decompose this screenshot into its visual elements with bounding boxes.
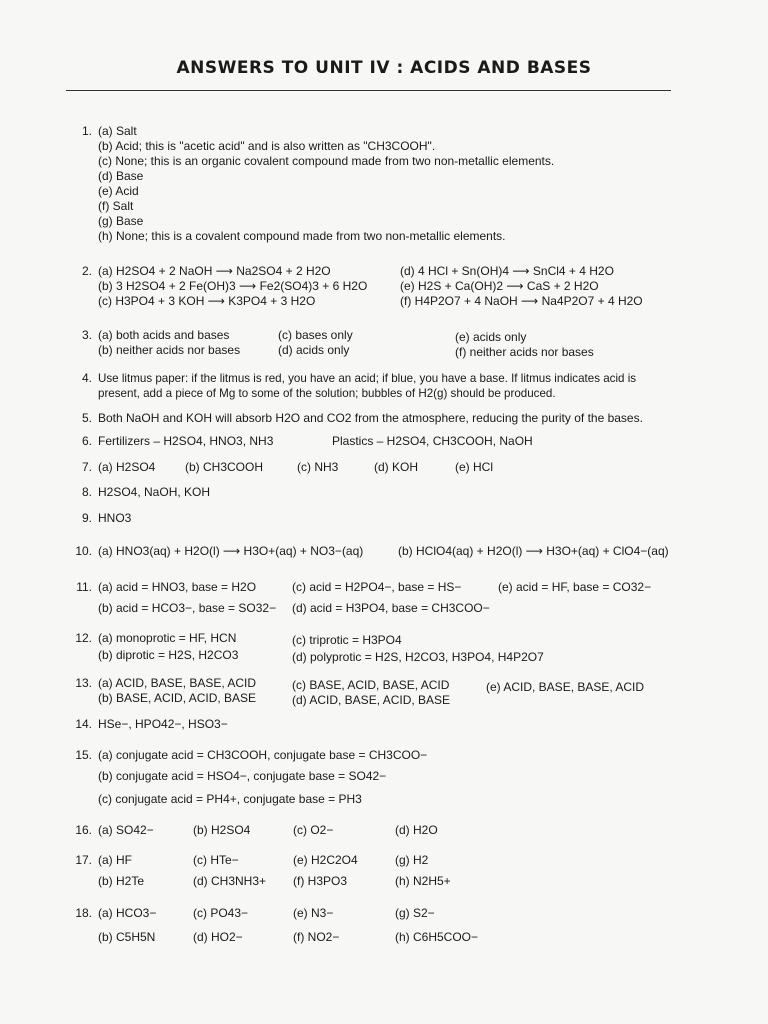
q11-e: (e) acid = HF, base = CO32−: [498, 580, 652, 594]
q16-item: (a) SO42−: [98, 823, 154, 837]
q2-equation: (e) H2S + Ca(OH)2 ⟶ CaS + 2 H2O: [400, 279, 599, 293]
q6-plastics: Plastics – H2SO4, CH3COOH, NaOH: [332, 434, 533, 448]
q16-item: (b) H2SO4: [193, 823, 251, 837]
q6-number: 6.: [81, 434, 92, 448]
q17-item: (e) H2C2O4: [293, 853, 358, 867]
q18-item: (d) HO2−: [193, 930, 243, 944]
q3-number: 3.: [81, 328, 92, 342]
q18-item: (a) HCO3−: [98, 906, 157, 920]
q2-equation: (d) 4 HCl + Sn(OH)4 ⟶ SnCl4 + 4 H2O: [400, 264, 614, 278]
q3-item: (c) bases only: [278, 328, 353, 342]
q11-b: (b) acid = HCO3−, base = SO32−: [98, 601, 277, 615]
q10-b: (b) HClO4(aq) + H2O(l) ⟶ H3O+(aq) + ClO4−(aq): [398, 544, 669, 558]
q15-c: (c) conjugate acid = PH4+, conjugate base = PH3: [98, 792, 362, 806]
q17-number: 17.: [75, 853, 92, 867]
q3-item: (e) acids only: [455, 330, 527, 344]
q11-number: 11.: [76, 580, 92, 594]
q14-text: HSe−, HPO42−, HSO3−: [98, 717, 228, 731]
q3-col1: [98, 328, 240, 358]
q17-item: (a) HF: [98, 853, 132, 867]
q1-line: (a) Salt: [98, 124, 137, 138]
q3-item: (a) both acids and bases: [98, 328, 230, 342]
q4-number: 4.: [81, 371, 92, 385]
q2-equation: (f) H4P2O7 + 4 NaOH ⟶ Na4P2O7 + 4 H2O: [400, 294, 643, 308]
q17-item: (d) CH3NH3+: [193, 874, 267, 888]
q13-b: (b) BASE, ACID, ACID, BASE: [98, 691, 257, 705]
q17-item: (g) H2: [395, 853, 429, 867]
q10-a: (a) HNO3(aq) + H2O(l) ⟶ H3O+(aq) + NO3−(aq): [98, 544, 364, 558]
q2-equation: (b) 3 H2SO4 + 2 Fe(OH)3 ⟶ Fe2(SO4)3 + 6 H2O: [98, 279, 368, 293]
q9-number: 9.: [81, 511, 92, 525]
page-title: ANSWERS TO UNIT IV : ACIDS AND BASES: [176, 58, 592, 78]
q5-text: Both NaOH and KOH will absorb H2O and CO2 from the atmosphere, reducing the purity of the bases.: [98, 411, 643, 425]
q18-item: (e) N3−: [293, 906, 334, 920]
q1-line: (b) Acid; this is "acetic acid" and is also written as "CH3COOH".: [98, 139, 436, 153]
q1-line: (f) Salt: [98, 199, 134, 213]
q3-col2: [278, 328, 353, 358]
q13-d: (d) ACID, BASE, ACID, BASE: [292, 693, 451, 707]
q8-number: 8.: [81, 485, 92, 499]
q17-item: (c) HTe−: [193, 853, 239, 867]
q18-item: (f) NO2−: [293, 930, 340, 944]
q12-b: (b) diprotic = H2S, H2CO3: [98, 648, 239, 662]
q12-a: (a) monoprotic = HF, HCN: [98, 631, 237, 645]
q15-a: (a) conjugate acid = CH3COOH, conjugate base = CH3COO−: [98, 748, 428, 762]
q7-number: 7.: [81, 460, 92, 474]
q18-item: (g) S2−: [395, 906, 435, 920]
q12-d: (d) polyprotic = H2S, H2CO3, H3PO4, H4P2O7: [292, 650, 544, 664]
q7-item: (c) NH3: [297, 460, 339, 474]
q3-col3: [455, 330, 594, 360]
q11-a: (a) acid = HNO3, base = H2O: [98, 580, 257, 594]
q1-line: (e) Acid: [98, 184, 139, 198]
q1-line: (g) Base: [98, 214, 144, 228]
q6-fertilizers: Fertilizers – H2SO4, HNO3, NH3: [98, 434, 274, 448]
q16-item: (c) O2−: [293, 823, 334, 837]
q8-text: H2SO4, NaOH, KOH: [98, 485, 211, 499]
q1-number: 1.: [81, 124, 92, 138]
q18-item: (c) PO43−: [193, 906, 249, 920]
q2-equation: (c) H3PO4 + 3 KOH ⟶ K3PO4 + 3 H2O: [98, 294, 316, 308]
q15-number: 15.: [75, 748, 92, 762]
q13-e: (e) ACID, BASE, BASE, ACID: [486, 680, 645, 694]
q18-number: 18.: [75, 906, 92, 920]
q2-equation: (a) H2SO4 + 2 NaOH ⟶ Na2SO4 + 2 H2O: [98, 264, 331, 278]
q16-item: (d) H2O: [395, 823, 438, 837]
q15-b: (b) conjugate acid = HSO4−, conjugate base = SO42−: [98, 769, 387, 783]
q13-number: 13.: [75, 676, 92, 690]
q3-item: (f) neither acids nor bases: [455, 345, 594, 359]
q1-line: (c) None; this is an organic covalent compound made from two non-metallic elements.: [98, 154, 555, 168]
q11-d: (d) acid = H3PO4, base = CH3COO−: [292, 601, 490, 615]
q16-number: 16.: [75, 823, 92, 837]
q14-number: 14.: [75, 717, 92, 731]
q3-item: (d) acids only: [278, 343, 350, 357]
title-rule: [66, 90, 671, 91]
q7-item: (e) HCl: [455, 460, 493, 474]
q12-c: (c) triprotic = H3PO4: [292, 633, 402, 647]
q17-item: (h) N2H5+: [395, 874, 451, 888]
q18-item: (b) C5H5N: [98, 930, 156, 944]
q2-left-equations: [98, 264, 367, 309]
q7-item: (a) H2SO4: [98, 460, 156, 474]
q1-line: (h) None; this is a covalent compound made from two non-metallic elements.: [98, 229, 506, 243]
q4-line: Use litmus paper: if the litmus is red, you have an acid; if blue, you have a base. If litmus indicates acid is: [98, 372, 637, 385]
q17-item: (b) H2Te: [98, 874, 145, 888]
q2-right-equations: [400, 264, 643, 309]
q4-text: [98, 371, 636, 401]
q12-number: 12.: [75, 631, 92, 645]
q5-number: 5.: [81, 411, 92, 425]
q13-a: (a) ACID, BASE, BASE, ACID: [98, 676, 257, 690]
q7-item: (d) KOH: [374, 460, 419, 474]
q1-answers: [98, 124, 554, 244]
q3-item: (b) neither acids nor bases: [98, 343, 241, 357]
q13-c: (c) BASE, ACID, BASE, ACID: [292, 678, 450, 692]
q2-number: 2.: [81, 264, 92, 278]
q1-line: (d) Base: [98, 169, 144, 183]
q10-number: 10.: [75, 544, 92, 558]
q17-item: (f) H3PO3: [293, 874, 348, 888]
q11-c: (c) acid = H2PO4−, base = HS−: [292, 580, 462, 594]
q9-text: HNO3: [98, 511, 132, 525]
q18-item: (h) C6H5COO−: [395, 930, 479, 944]
q4-line: present, add a piece of Mg to some of the solution; bubbles of H2(g) should be produced.: [98, 387, 556, 400]
q7-item: (b) CH3COOH: [185, 460, 264, 474]
